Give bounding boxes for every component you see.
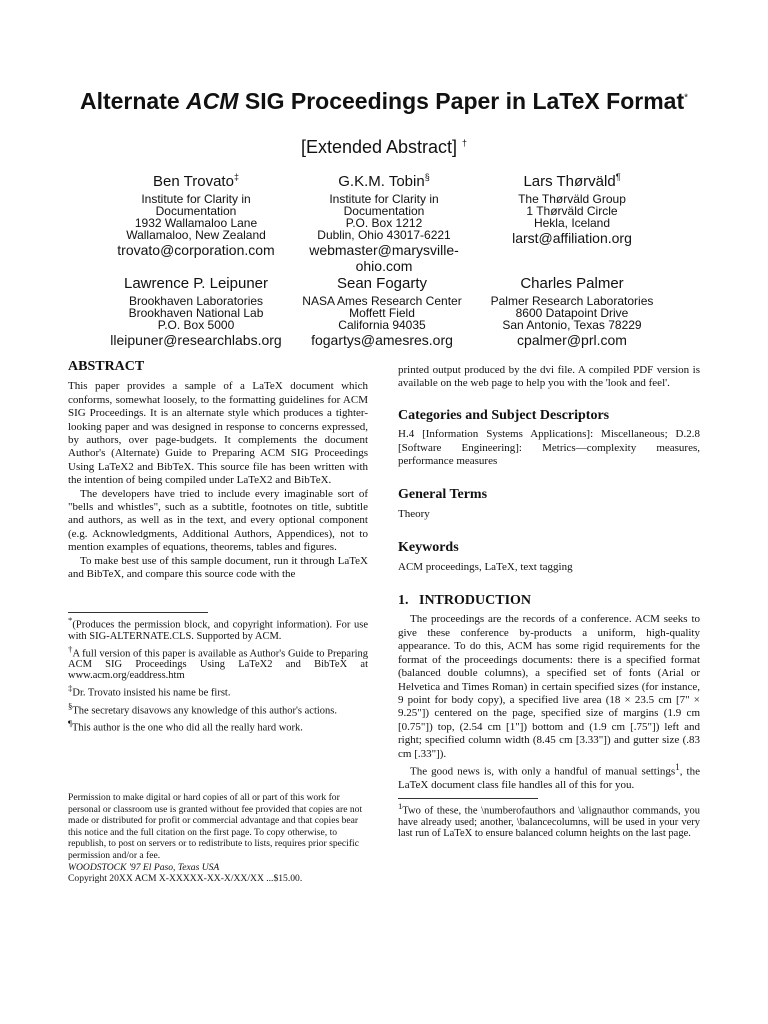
author-mark: ¶ bbox=[615, 172, 621, 182]
right-column bbox=[398, 364, 700, 839]
paper-subtitle bbox=[0, 137, 768, 158]
permission-text: Permission to make digital or hard copies of all or part of this work for personal or classroom use is granted without fee provided that copies are not made or distributed for profit or commercial advantage and that copies bear this notice and the full citation on the first page. To copy otherwise, to republish, to post on servers or to redistribute to lists, requires prior specific permission and/or a fee. bbox=[68, 792, 363, 861]
author-affiliation: Documentation bbox=[155, 204, 237, 218]
author-name: Ben Trovato bbox=[153, 173, 234, 190]
author-email: fogartys@amesres.org bbox=[311, 332, 453, 348]
left-column bbox=[68, 360, 368, 582]
footnote-mark: * bbox=[68, 615, 73, 625]
general-terms-text: Theory bbox=[398, 507, 430, 520]
author-affiliation: Documentation bbox=[343, 204, 425, 218]
subtitle-footnote-mark: † bbox=[462, 138, 468, 148]
author-block bbox=[101, 168, 291, 258]
author-address: San Antonio, Texas 78229 bbox=[502, 318, 642, 332]
categories-heading: Categories and Subject Descriptors bbox=[398, 407, 610, 423]
footnote-mark: 1 bbox=[398, 801, 403, 812]
author-name: Sean Fogarty bbox=[336, 275, 428, 292]
author-affiliation: Institute for Clarity in bbox=[329, 192, 439, 206]
footnote-mark: ‡ bbox=[68, 683, 73, 693]
author-affiliation: Brookhaven Laboratories bbox=[128, 294, 264, 308]
introduction-paragraph: The proceedings are the records of a conference. ACM seeks to give these conference by-products a uniform, high-quality appearance. To do this, ACM has some rigid requirements for the format of the proceedings documents: there is a specified format (balanced double columns), a specified set of fonts (Arial or Helvetica and Times Roman) in certain specified sizes (for instance, 9 point for body copy), a specified live area (18 × 23.5 cm [7" × 9.25"]) centered on the page, specified size of margins (1.9 cm [0.75"]) top, (2.54 cm [1"]) bottom and (1.9 cm [.75"]) left and right; specified column width (8.45 cm [3.33"]) and gutter size (.83 cm [.33"]). bbox=[398, 613, 700, 760]
footnote-mark: † bbox=[68, 643, 73, 654]
author-address: 1 Thørväld Circle bbox=[526, 204, 618, 218]
author-name: Charles Palmer bbox=[520, 275, 624, 292]
footnote-text: (Produces the permission block, and copyright information). For use with SIG-ALTERNATE.CLS. Supported by ACM. bbox=[68, 619, 368, 642]
title-text-end: SIG Proceedings Paper in LaTeX Format bbox=[238, 88, 685, 114]
footnote-rule bbox=[68, 612, 208, 613]
author-address: Wallamaloo, New Zealand bbox=[126, 228, 266, 242]
footnote-text: This author is the one who did all the really hard work. bbox=[71, 722, 303, 734]
author-mark: ‡ bbox=[233, 172, 239, 182]
author-address: Moffett Field bbox=[349, 306, 415, 320]
subtitle-text: [Extended Abstract] bbox=[300, 137, 458, 157]
author-address: 1932 Wallamaloo Lane bbox=[134, 216, 258, 230]
author-address: 8600 Datapoint Drive bbox=[515, 306, 629, 320]
intro-p2-end: , the LaTeX document class file handles all of this for you. bbox=[398, 765, 700, 791]
author-affiliation: Institute for Clarity in bbox=[141, 192, 251, 206]
author-block bbox=[101, 275, 291, 348]
introduction-paragraph bbox=[398, 761, 700, 792]
title-footnote-mark: * bbox=[684, 92, 689, 104]
author-address: California 94035 bbox=[338, 318, 426, 332]
author-address: P.O. Box 5000 bbox=[157, 318, 235, 332]
categories-text: H.4 [Information Systems Applications]: Miscellaneous; D.2.8 [Software Engineering]: Metrics—complexity measures, performance measures bbox=[398, 428, 700, 468]
author-email: lleipuner@researchlabs.org bbox=[110, 332, 282, 348]
footnotes bbox=[68, 612, 368, 734]
abstract-continuation: printed output produced by the dvi file. A compiled PDF version is available on the web page to help you with the 'look and feel'. bbox=[398, 364, 700, 390]
author-block bbox=[289, 168, 479, 274]
footnote-rule bbox=[398, 798, 538, 799]
abstract-paragraph: To make best use of this sample document, run it through LaTeX and BibTeX, and compare this source code with the bbox=[68, 554, 368, 581]
title-acm: ACM bbox=[186, 88, 239, 114]
author-email: trovato@corporation.com bbox=[117, 242, 275, 258]
title-text: Alternate bbox=[79, 88, 187, 114]
author-block bbox=[287, 275, 477, 348]
footnote-text: A full version of this paper is available as Author's Guide to Preparing ACM SIG Proceedings Using LaTeX2 and BibTeX at www.acm.org/eaddress.htm bbox=[68, 648, 368, 681]
footnote-mark: ¶ bbox=[68, 718, 72, 728]
general-terms-heading: General Terms bbox=[398, 487, 488, 503]
introduction-heading: 1. INTRODUCTION bbox=[398, 593, 532, 609]
venue-text: WOODSTOCK '97 El Paso, Texas USA bbox=[68, 861, 220, 873]
keywords-heading: Keywords bbox=[398, 540, 459, 556]
author-affiliation: Palmer Research Laboratories bbox=[490, 294, 654, 308]
keywords-text: ACM proceedings, LaTeX, text tagging bbox=[398, 560, 573, 573]
author-block bbox=[477, 168, 667, 246]
author-address: Dublin, Ohio 43017-6221 bbox=[317, 228, 451, 242]
paper-title bbox=[0, 88, 768, 115]
footnote-mark: § bbox=[68, 700, 73, 711]
author-name: Lars Thørväld bbox=[523, 173, 616, 190]
author-email: webmaster@marysville-ohio.com bbox=[309, 242, 459, 274]
author-email: cpalmer@prl.com bbox=[517, 332, 627, 348]
author-mark: § bbox=[424, 172, 430, 182]
footnote-text: Dr. Trovato insisted his name be first. bbox=[72, 687, 231, 699]
author-affiliation: The Thørväld Group bbox=[518, 192, 626, 206]
author-email: larst@affiliation.org bbox=[512, 230, 632, 246]
author-name: G.K.M. Tobin bbox=[338, 173, 425, 190]
footnote-mark: 1 bbox=[675, 761, 680, 772]
author-affiliation: Brookhaven National Lab bbox=[128, 306, 264, 320]
author-name: Lawrence P. Leipuner bbox=[124, 275, 268, 292]
abstract-paragraph: This paper provides a sample of a LaTeX document which conforms, somewhat loosely, to the formatting guidelines for ACM SIG Proceedings. It is an alternate style which produces a tighter-looking paper and was designed in response to concerns expressed, by authors, over page-budgets. It complements the document Author's (Alternate) Guide to Preparing ACM SIG Proceedings Using LaTeX2 and BibTeX. This source file has been written with the intention of being compiled under LaTeX2 and BibTeX. bbox=[68, 380, 368, 487]
abstract-heading: ABSTRACT bbox=[68, 359, 145, 374]
author-address: Hekla, Iceland bbox=[533, 216, 611, 230]
author-block bbox=[467, 275, 677, 348]
author-address: P.O. Box 1212 bbox=[345, 216, 423, 230]
footnote-text: The secretary disavows any knowledge of this author's actions. bbox=[72, 705, 337, 716]
abstract-paragraph: The developers have tried to include every imaginable sort of "bells and whistles", such as a subtitle, footnotes on title, subtitle and authors, as well as in the text, and every optional component (e.g. Acknowledgments, Additional Authors, Appendices), not to mention examples of equations, theorems, tables and figures. bbox=[68, 487, 368, 554]
permission-block bbox=[68, 792, 368, 885]
intro-p2-text: The good news is, with only a handful of manual settings bbox=[410, 765, 676, 778]
author-affiliation: NASA Ames Research Center bbox=[302, 294, 462, 308]
copyright-text: Copyright 20XX ACM X-XXXXX-XX-X/XX/XX ...$15.00. bbox=[68, 873, 303, 885]
footnote-text: Two of these, the \numberofauthors and \alignauthor commands, you have already used; another, \balancecolumns, will be used in your very last run of LaTeX to ensure balanced column heights on the last page. bbox=[398, 805, 700, 839]
